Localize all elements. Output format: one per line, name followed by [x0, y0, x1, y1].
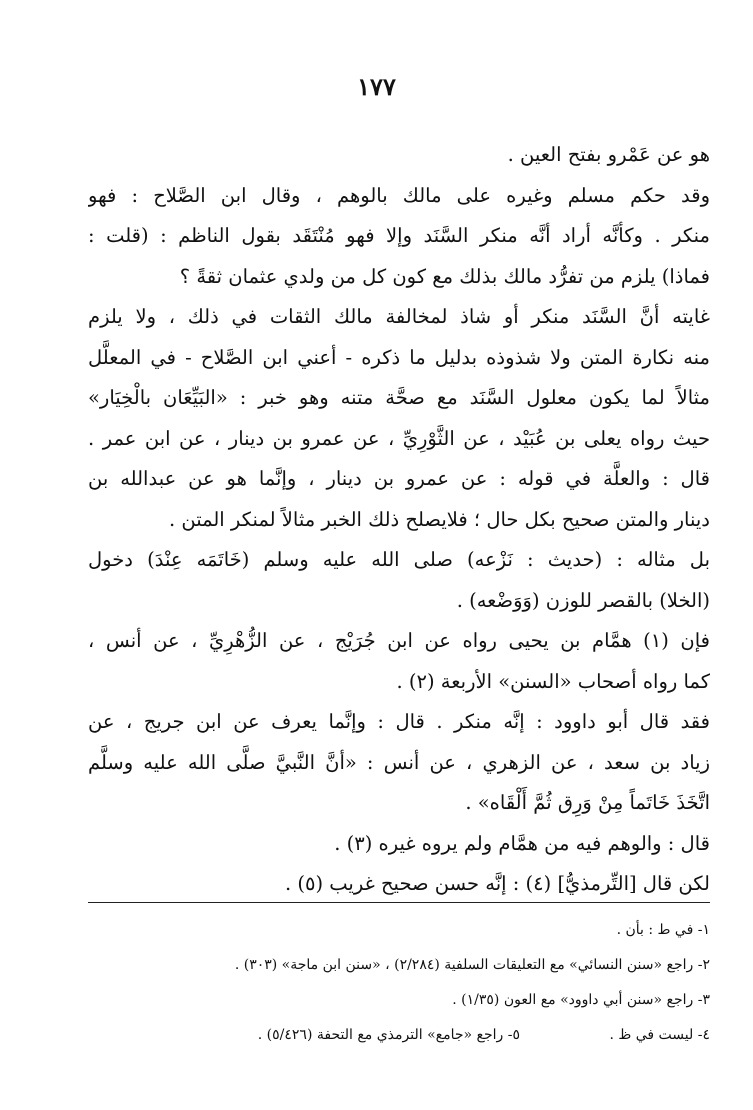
text-line-15: فقد قال أبو داوود : إنَّه منكر . قال : وإنَّما يعرف عن ابن جريج ، عن [88, 710, 710, 733]
footnote-3: ٣- راجع «سنن أبي داوود» مع العون (١/٣٥) . [452, 992, 710, 1008]
footnote-5: ٥- راجع «جامع» الترمذي مع التحفة (٥/٤٢٦) . [257, 1027, 520, 1043]
main-text [88, 135, 710, 905]
footnote-row-4-5 [88, 1018, 710, 1053]
footnote-2: ٢- راجع «سنن النسائي» مع التعليقات السلفية (٢/٢٨٤) ، «سنن ابن ماجة» (٣٠٣) . [234, 957, 710, 973]
text-line-18: قال : والوهم فيه من همَّام ولم يروه غيره (٣) . [334, 831, 710, 855]
page-number: ١٧٧ [357, 72, 396, 101]
text-line-7: مثالاً لما يكون معلول السَّنَد مع صحَّة متنه وهو خبر : «البَيِّعَان بالْخِيَار» [88, 386, 710, 409]
footnote-1: ١- في ط : بأن . [616, 922, 710, 938]
text-line-19: لكن قال [التِّرمذيُّ] (٤) : إنَّه حسن صحيح غريب (٥) . [284, 872, 710, 895]
text-line-16: زياد بن سعد ، عن الزهري ، عن أنس : «أنَّ النَّبيَّ صلَّى الله عليه وسلَّم [88, 750, 710, 774]
text-line-6: منه نكارة المتن ولا شذوذه بدليل ما ذكره - أعني ابن الصَّلاح - في المعلَّل [88, 345, 710, 369]
text-line-2: وقد حكم مسلم وغيره على مالك بالوهم ، وقال ابن الصَّلاح : فهو [88, 183, 710, 207]
text-line-3: منكر . وكأنَّه أراد أنَّه منكر السَّنَد وإلا فهو مُنْتَقَد بقول الناظم : (قلت : [88, 224, 710, 247]
text-line-9: قال : والعلَّة في قوله : عن عمرو بن دينار ، وإنَّما هو عن عبدالله بن [88, 467, 710, 490]
text-line-17: اتَّخَذَ خَاتَماً مِنْ وَرِق ثُمَّ أَلْقَاه» . [465, 791, 710, 814]
text-line-12: (الخلا) بالقصر للوزن (وَوَضْعه) . [456, 588, 710, 612]
text-line-1: هو عن عَمْرو بفتح العين . [507, 143, 710, 166]
text-line-11: بل مثاله : (حديث : نَزْعه) صلى الله عليه وسلم (خَاتَمَه عِنْدَ) دخول [88, 548, 710, 571]
text-line-14: كما رواه أصحاب «السنن» الأربعة (٢) . [396, 669, 710, 693]
footnote-divider [88, 902, 710, 903]
footnotes [88, 913, 710, 1053]
text-line-5: غايته أنَّ السَّنَد منكر أو شاذ لمخالفة مالك الثقات في ذلك ، ولا يلزم [88, 305, 710, 328]
footnote-4: ٤- ليست في ظ . [609, 1027, 710, 1043]
text-line-10: دينار والمتن صحيح بكل حال ؛ فلايصلح ذلك الخبر مثالاً لمنكر المتن . [168, 507, 710, 531]
text-line-13: فإن (١) همَّام بن يحيى رواه عن ابن جُرَيْج ، عن الزُّهْرِيِّ ، عن أنس ، [88, 629, 710, 652]
text-line-8: حيث رواه يعلى بن عُبَيْد ، عن الثَّوْرِيِّ ، عن عمرو بن دينار ، عن ابن عمر . [88, 426, 710, 450]
text-line-4: فماذا) يلزم من تفرُّد مالك بذلك مع كون كل من ولدي عثمان ثقةً ؟ [179, 264, 710, 288]
